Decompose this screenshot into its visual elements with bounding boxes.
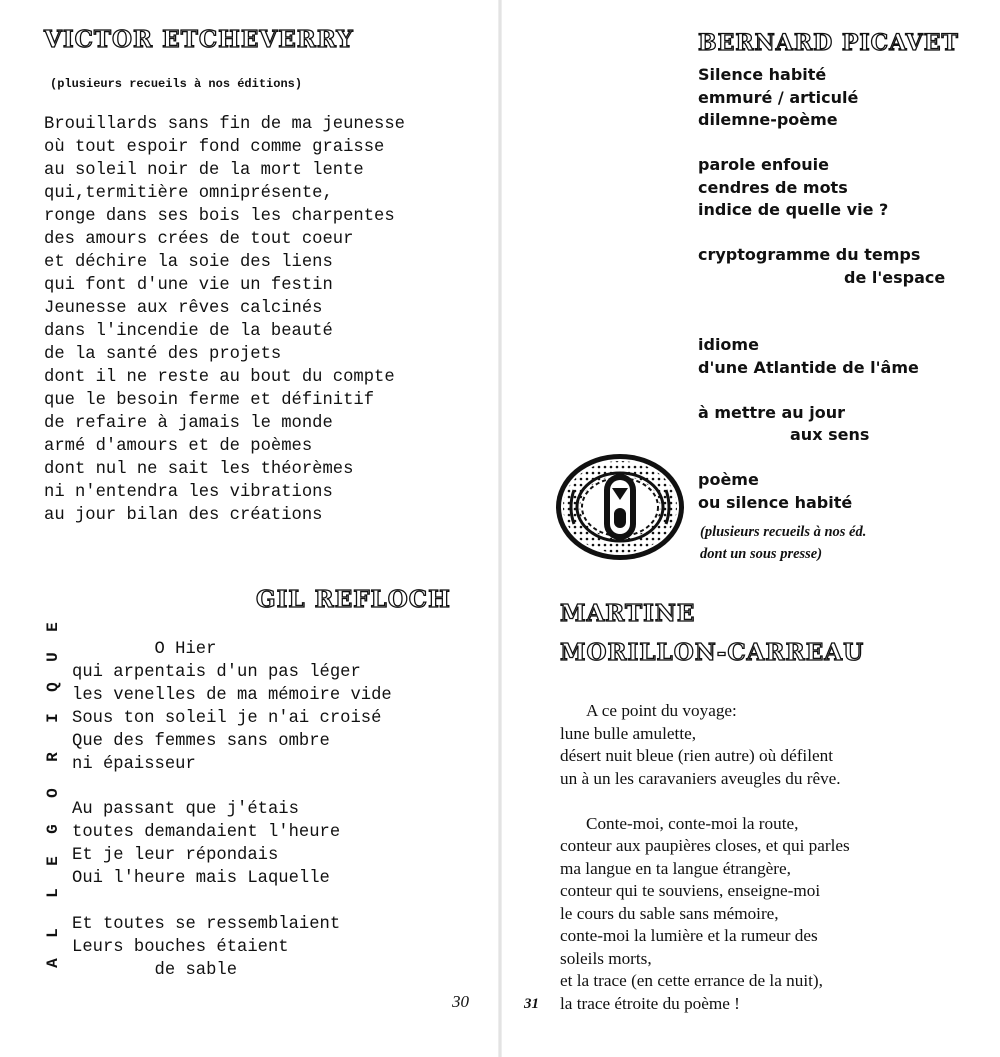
page-number: 31 bbox=[524, 996, 539, 1012]
poem-line: et déchire la soie des liens bbox=[44, 253, 333, 272]
poem-line: Et je leur répondais bbox=[72, 846, 279, 866]
poem-line: ni n'entendra les vibrations bbox=[44, 483, 333, 502]
poem-line bbox=[560, 790, 850, 813]
page-number: 30 bbox=[452, 992, 469, 1011]
poem-line: qui font d'une vie un festin bbox=[44, 276, 333, 295]
vertical-letter: I bbox=[44, 713, 62, 723]
right-page bbox=[500, 0, 1000, 1057]
vertical-letter: O bbox=[44, 788, 62, 798]
poem-line: ma langue en ta langue étrangère, bbox=[560, 858, 791, 878]
poem-line: poème bbox=[698, 470, 759, 489]
poem-line: de refaire à jamais le monde bbox=[44, 414, 333, 433]
poem-line: parole enfouie bbox=[698, 155, 829, 174]
vertical-letter: L bbox=[44, 888, 62, 898]
poem-line: le cours du sable sans mémoire, bbox=[560, 903, 779, 923]
poem-line: Que des femmes sans ombre bbox=[72, 731, 330, 751]
poem-line: (plusieurs recueils à nos éd. bbox=[700, 524, 867, 540]
vertical-letter: R bbox=[44, 752, 62, 762]
poem-line: un à un les caravaniers aveugles du rêve. bbox=[560, 768, 841, 788]
poem-martine bbox=[560, 700, 850, 1015]
vertical-letter: Q bbox=[44, 682, 62, 692]
poem-line bbox=[72, 891, 392, 914]
poem-line bbox=[698, 222, 945, 245]
author-note bbox=[700, 521, 866, 565]
poem-line: conteur aux paupières closes, et qui parles bbox=[560, 836, 850, 855]
poem-line: O Hier bbox=[72, 640, 217, 659]
poem-line: ronge dans ses bois les charpentes bbox=[44, 207, 395, 226]
poem-gil bbox=[72, 639, 392, 983]
vertical-letter: U bbox=[44, 652, 62, 662]
poem-line: désert nuit bleue (rien autre) où défilent bbox=[560, 746, 833, 765]
vertical-letter: A bbox=[44, 958, 62, 968]
poem-line: au soleil noir de la mort lente bbox=[44, 161, 364, 180]
vertical-letter: E bbox=[44, 622, 62, 632]
poem-bernard bbox=[698, 64, 945, 514]
poem-line: Brouillards sans fin de ma jeunesse bbox=[44, 115, 405, 134]
poem-line: Leurs bouches étaient bbox=[72, 937, 289, 957]
poem-line: la trace étroite du poème ! bbox=[560, 993, 740, 1013]
author-subtitle: (plusieurs recueils à nos éditions) bbox=[50, 77, 303, 91]
poem-line: dont il ne reste au bout du compte bbox=[44, 368, 395, 387]
poem-line: aux sens bbox=[790, 425, 870, 444]
vertical-letter: L bbox=[44, 928, 62, 938]
poem-line: emmuré / articulé bbox=[698, 87, 859, 107]
poem-line: conte-moi la lumière et la rumeur des bbox=[560, 926, 818, 945]
poem-line: ni épaisseur bbox=[72, 754, 196, 774]
poem-line: d'une Atlantide de l'âme bbox=[698, 357, 919, 377]
poem-line: de sable bbox=[72, 960, 238, 980]
poem-line: au jour bilan des créations bbox=[44, 506, 323, 525]
poem-line: Et toutes se ressemblaient bbox=[72, 914, 341, 934]
poem-line: Silence habité bbox=[698, 65, 827, 84]
poem-line: qui,termitière omniprésente, bbox=[44, 184, 333, 203]
poem-line: Oui l'heure mais Laquelle bbox=[72, 869, 330, 889]
poem-line: cendres de mots bbox=[698, 177, 848, 197]
poem-line: à mettre au jour bbox=[698, 402, 846, 422]
poem-line bbox=[698, 447, 945, 470]
poem-line: où tout espoir fond comme graisse bbox=[44, 138, 385, 157]
author-title-martine-line1: MARTINE bbox=[560, 600, 696, 627]
poem-line: armé d'amours et de poèmes bbox=[44, 437, 313, 456]
poem-line: qui arpentais d'un pas léger bbox=[72, 662, 361, 682]
vertical-letter: E bbox=[44, 856, 62, 866]
poem-line: Conte-moi, conte-moi la route, bbox=[586, 813, 799, 833]
poem-line bbox=[698, 289, 945, 312]
poem-line: Au passant que j'étais bbox=[72, 800, 299, 820]
poem-line: les venelles de ma mémoire vide bbox=[72, 685, 392, 705]
poem-line: idiome bbox=[698, 335, 759, 354]
author-title-victor: VICTOR ETCHEVERRY bbox=[44, 26, 354, 53]
poem-line: lune bulle amulette, bbox=[560, 723, 697, 743]
ornamental-medallion-icon bbox=[554, 452, 686, 562]
poem-line: de l'espace bbox=[844, 267, 946, 287]
poem-line: de la santé des projets bbox=[44, 345, 282, 364]
poem-line: conteur qui te souviens, enseigne-moi bbox=[560, 881, 821, 900]
poem-line: des amours crées de tout coeur bbox=[44, 230, 354, 249]
poem-line: dans l'incendie de la beauté bbox=[44, 322, 333, 341]
poem-line: Sous ton soleil je n'ai croisé bbox=[72, 708, 382, 728]
poem-line: dilemne-poème bbox=[698, 110, 838, 129]
poem-line bbox=[698, 132, 945, 155]
vertical-letter: G bbox=[44, 824, 62, 834]
author-title-bernard: BERNARD PICAVET bbox=[698, 30, 959, 56]
poem-line: dont un sous presse) bbox=[700, 546, 823, 562]
poem-line bbox=[698, 379, 945, 402]
poem-line: cryptogramme du temps bbox=[698, 245, 921, 264]
poem-line: Jeunesse aux rêves calcinés bbox=[44, 299, 323, 318]
poem-line: A ce point du voyage: bbox=[586, 701, 737, 720]
poem-line: dont nul ne sait les théorèmes bbox=[44, 460, 354, 479]
poem-line: que le besoin ferme et définitif bbox=[44, 391, 375, 410]
poem-line: indice de quelle vie ? bbox=[698, 200, 889, 219]
poem-victor bbox=[44, 113, 405, 527]
poem-line bbox=[698, 312, 945, 335]
author-title-martine-line2: MORILLON-CARREAU bbox=[560, 639, 865, 666]
poem-line: toutes demandaient l'heure bbox=[72, 823, 341, 843]
author-title-gil: GIL REFLOCH bbox=[256, 586, 451, 613]
poem-line: et la trace (en cette errance de la nuit), bbox=[560, 971, 823, 990]
poem-line: ou silence habité bbox=[698, 492, 853, 512]
poem-line bbox=[72, 776, 392, 799]
poem-line: soleils morts, bbox=[560, 948, 652, 968]
